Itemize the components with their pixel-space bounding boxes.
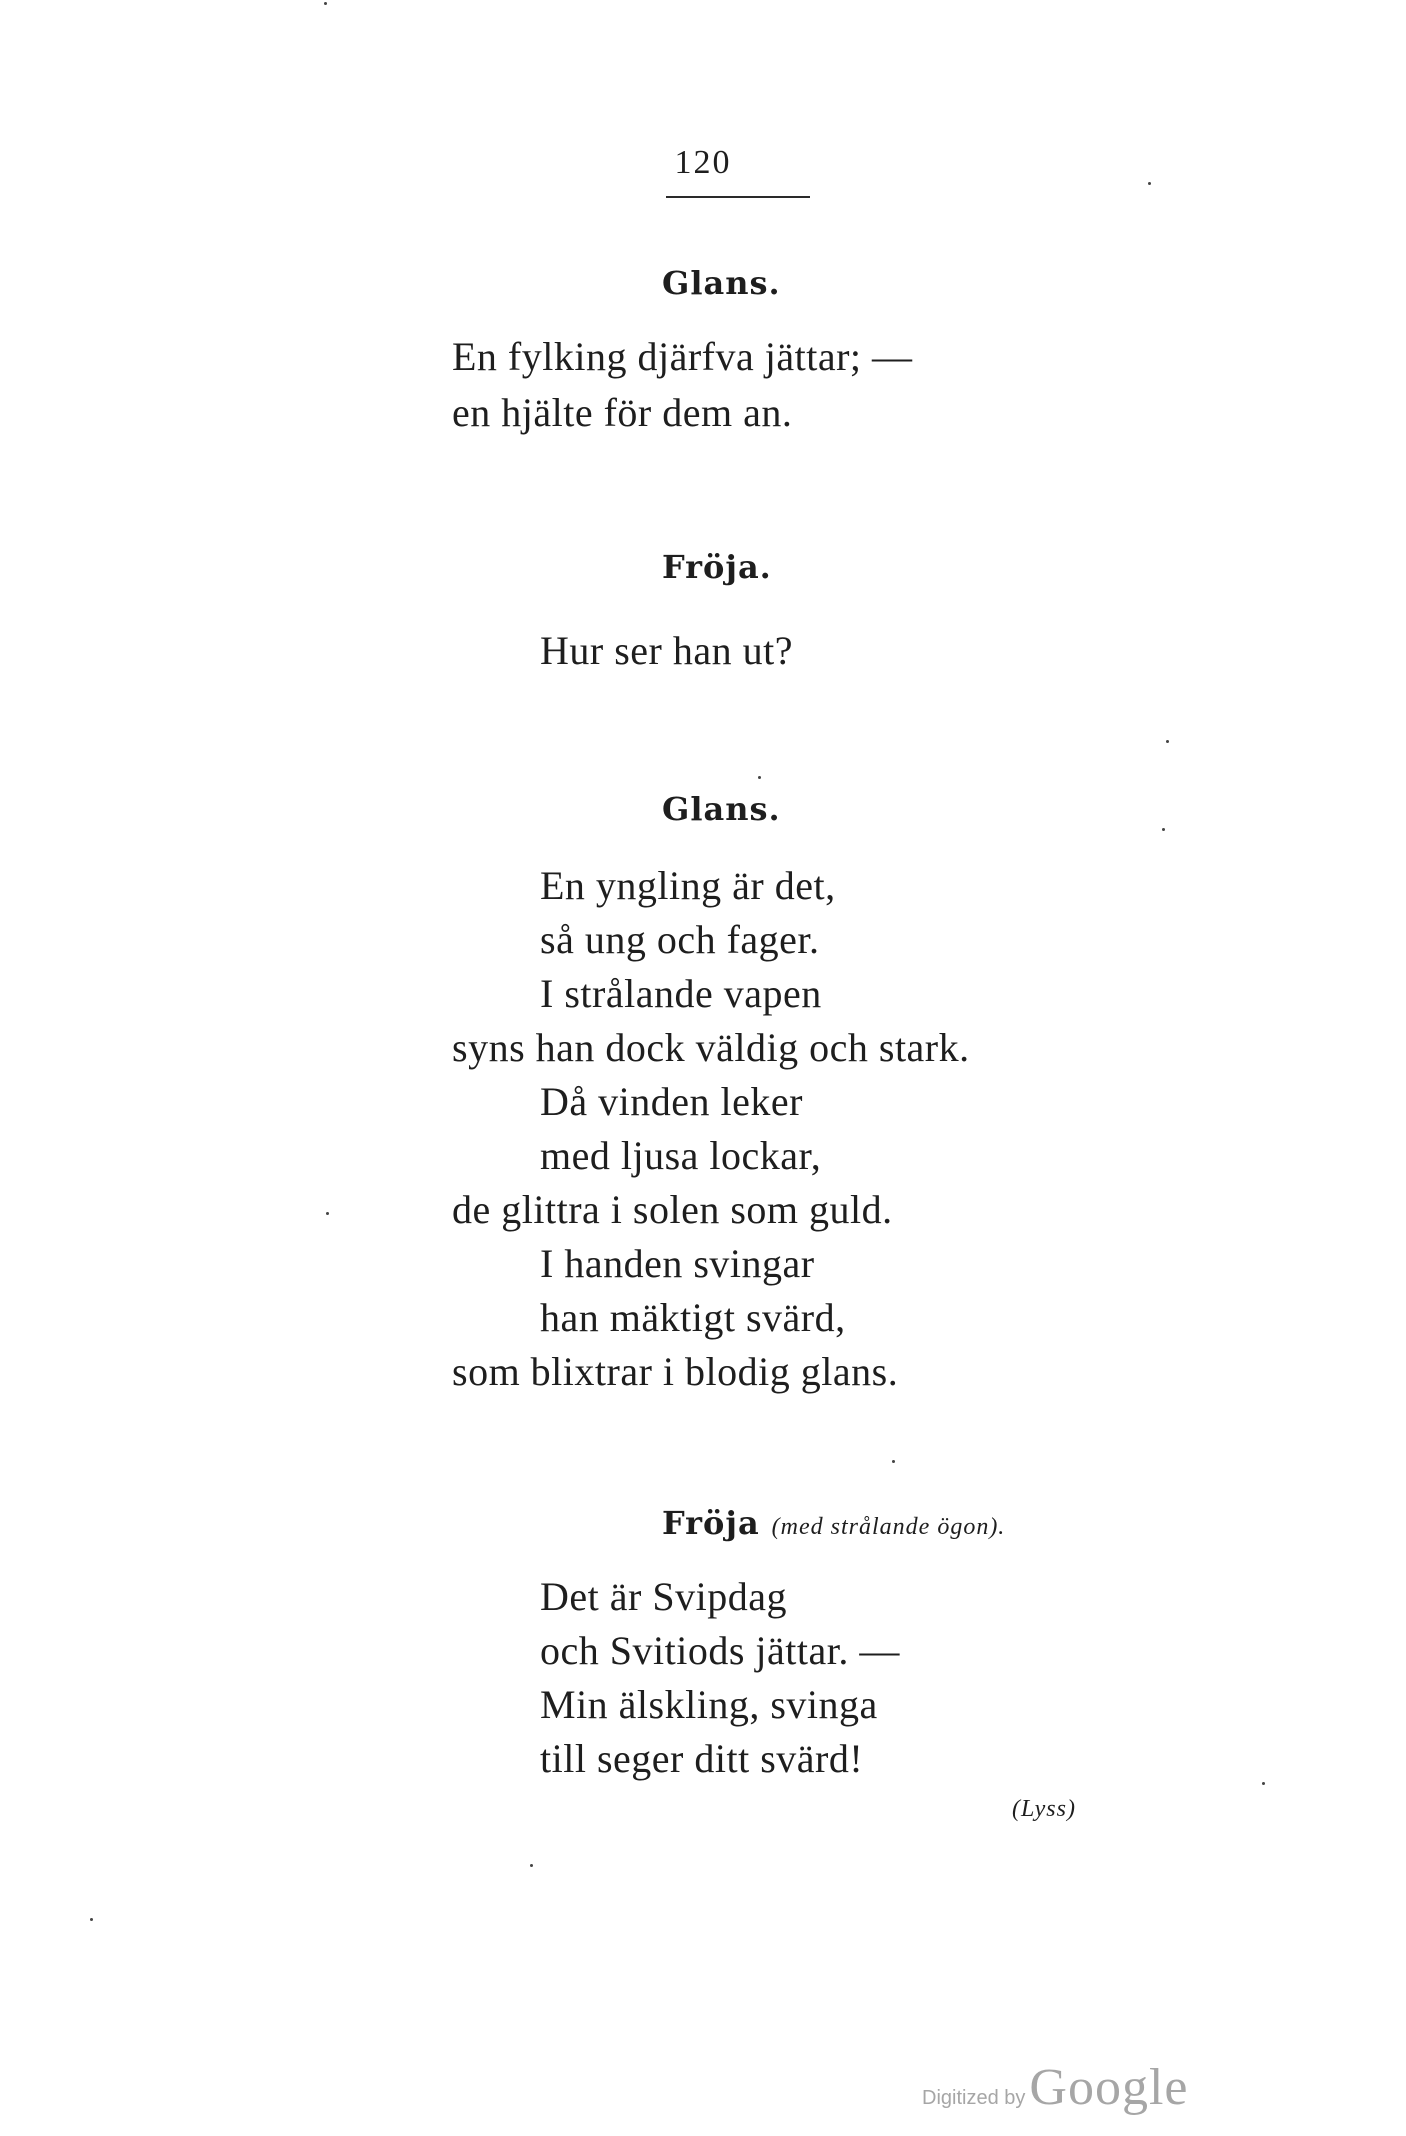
page-number: 120	[674, 144, 732, 181]
verse-line: En fylking djärfva jättar; —	[452, 334, 913, 379]
digitized-watermark	[922, 2058, 1188, 2117]
verse-line: En yngling är det,	[540, 863, 836, 908]
scan-speck	[90, 1918, 93, 1921]
speaker-name: Fröja	[662, 1504, 760, 1542]
stage-direction: (med strålande ögon).	[771, 1514, 1006, 1540]
scan-speck	[758, 776, 761, 779]
speaker-name: Glans.	[662, 264, 781, 302]
google-logo: Google	[1029, 2059, 1189, 2116]
verse-line: Min älskling, svinga	[540, 1682, 878, 1727]
verse-line: I strålande vapen	[540, 971, 822, 1016]
page-number-rule	[666, 196, 810, 198]
scan-speck	[1166, 740, 1169, 743]
verse-line: som blixtrar i blodig glans.	[452, 1349, 899, 1394]
scan-speck	[1262, 1782, 1265, 1785]
verse-line: Då vinden leker	[540, 1079, 803, 1124]
speaker-name: Fröja.	[662, 548, 772, 586]
scan-speck	[1148, 182, 1151, 185]
verse-line: de glittra i solen som guld.	[452, 1187, 893, 1232]
verse-line: en hjälte för dem an.	[452, 390, 793, 435]
closing-stage-direction: (Lyss)	[1012, 1796, 1076, 1822]
verse-line: Det är Svipdag	[540, 1574, 787, 1619]
speaker-heading	[662, 1504, 1005, 1542]
verse-line: syns han dock väldig och stark.	[452, 1025, 970, 1070]
verse-line: I handen svingar	[540, 1241, 815, 1286]
scan-speck	[326, 1212, 329, 1215]
verse-line: så ung och fager.	[540, 917, 820, 962]
watermark-prefix: Digitized by	[922, 2087, 1026, 2109]
scan-speck	[530, 1864, 533, 1867]
verse-line: Hur ser han ut?	[540, 628, 793, 673]
verse-line: han mäktigt svärd,	[540, 1295, 846, 1340]
verse-line: och Svitiods jättar. —	[540, 1628, 900, 1673]
scan-speck	[324, 2, 327, 5]
scan-speck	[892, 1460, 895, 1463]
speaker-name: Glans.	[662, 790, 781, 828]
scan-speck	[1162, 828, 1165, 831]
verse-line: med ljusa lockar,	[540, 1133, 822, 1178]
verse-line: till seger ditt svärd!	[540, 1736, 864, 1781]
